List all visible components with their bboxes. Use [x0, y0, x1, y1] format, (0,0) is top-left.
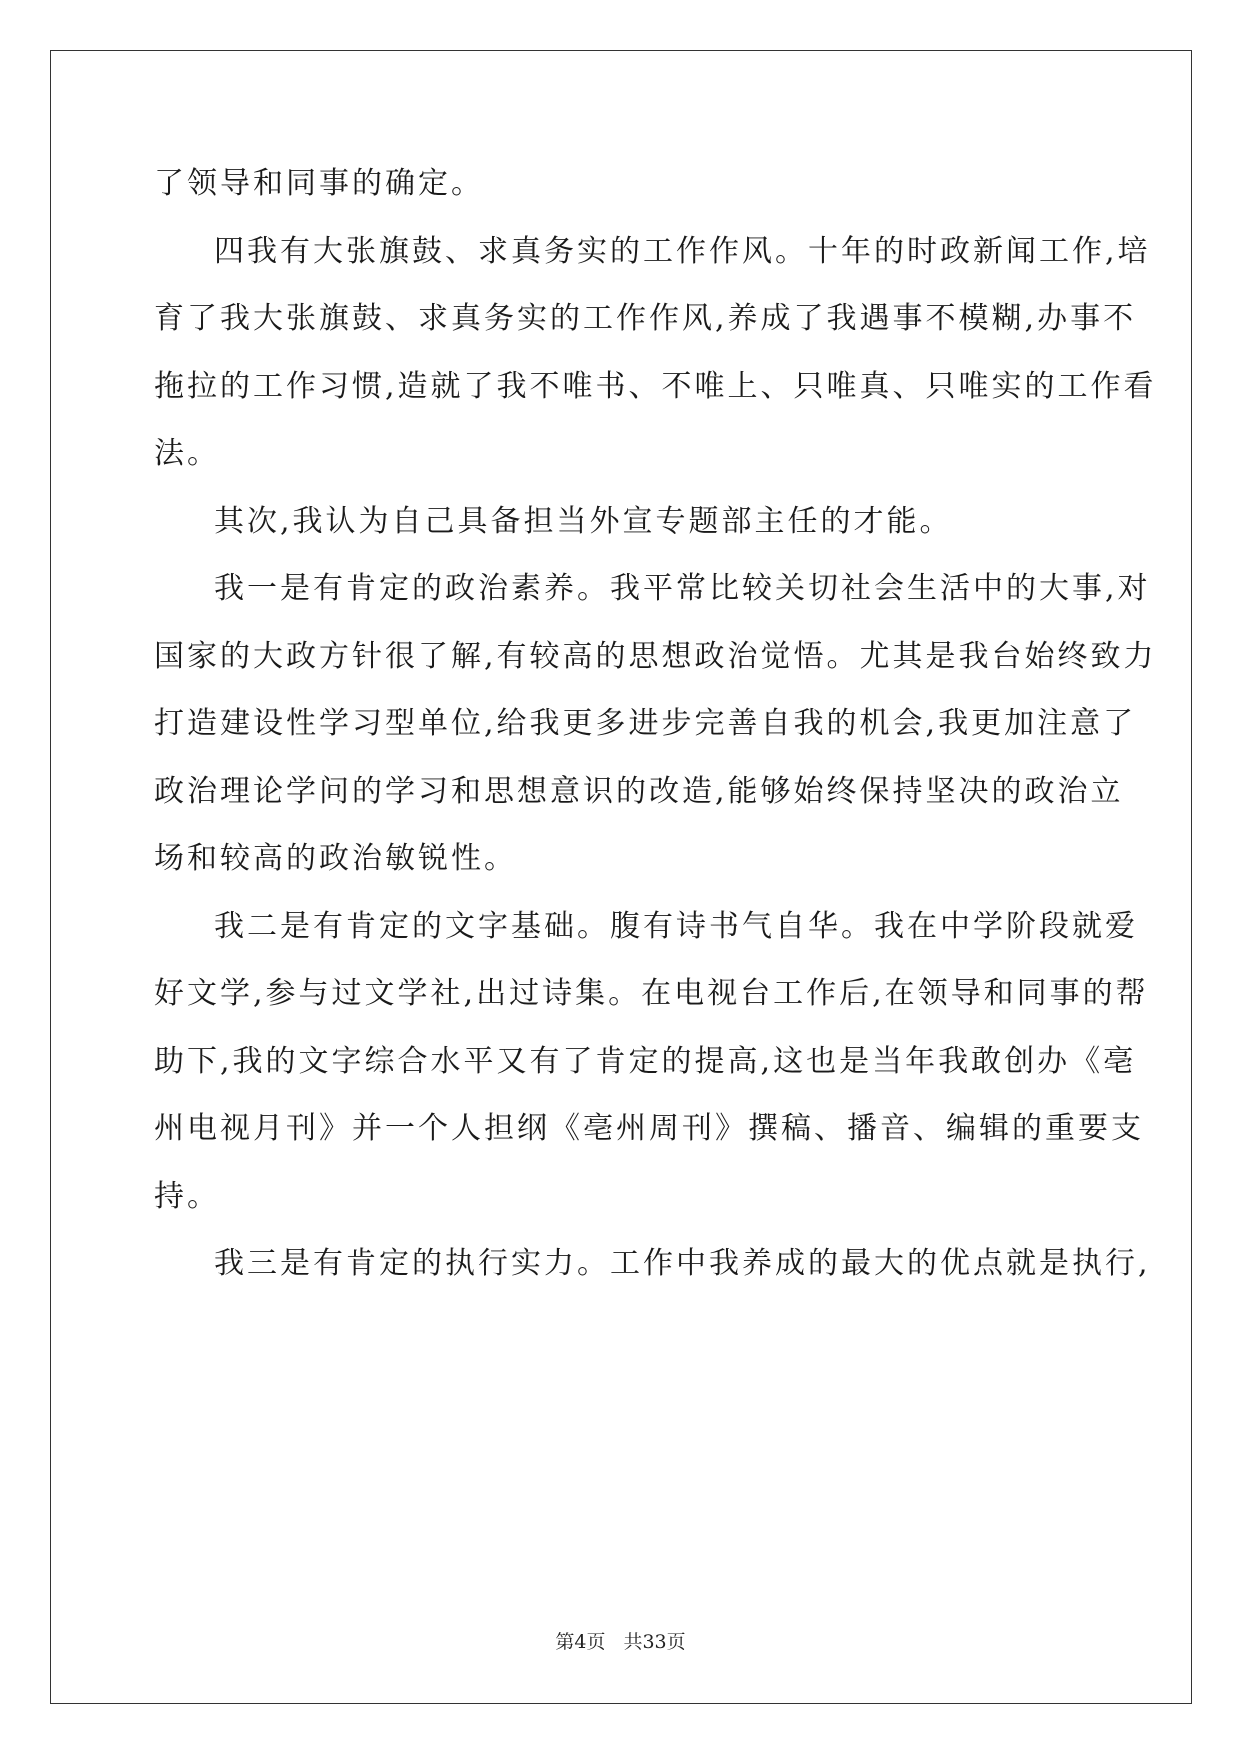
text-line: 助下,我的文字综合水平又有了肯定的提高,这也是当年我敢创办《亳: [154, 1043, 1137, 1079]
text-line: 场和较高的政治敏锐性。: [154, 841, 517, 876]
text-line: 政治理论学问的学习和思想意识的改造,能够始终保持坚决的政治立: [154, 773, 1124, 809]
text-line: 四我有大张旗鼓、求真务实的工作作风。十年的时政新闻工作,培: [214, 233, 1151, 269]
text-line: 拖拉的工作习惯,造就了我不唯书、不唯上、只唯真、只唯实的工作看: [154, 368, 1157, 404]
text-line: 我二是有肯定的文字基础。腹有诗书气自华。我在中学阶段就爱: [214, 908, 1138, 944]
text-line: 打造建设性学习型单位,给我更多进步完善自我的机会,我更加注意了: [154, 706, 1137, 741]
page-footer: [0, 1627, 1241, 1654]
text-line: 好文学,参与过文学社,出过诗集。在电视台工作后,在领导和同事的帮: [154, 976, 1149, 1011]
text-line: 其次,我认为自己具备担当外宣专题部主任的才能。: [214, 503, 953, 539]
text-line: 持。: [154, 1178, 220, 1214]
text-line: 州电视月刊》并一个人担纲《亳州周刊》撰稿、播音、编辑的重要支: [154, 1111, 1144, 1146]
text-line: 法。: [154, 436, 220, 471]
text-line: 国家的大政方针很了解,有较高的思想政治觉悟。尤其是我台始终致力: [154, 638, 1157, 674]
page-number: 第4页: [555, 1631, 606, 1653]
text-line: 育了我大张旗鼓、求真务实的工作作风,养成了我遇事不模糊,办事不: [154, 301, 1137, 336]
page-total: 共33页: [623, 1631, 686, 1653]
text-line: 我一是有肯定的政治素养。我平常比较关切社会生活中的大事,对: [214, 571, 1151, 606]
document-body: [154, 156, 1157, 1304]
text-line: 了领导和同事的确定。: [154, 166, 484, 201]
text-line: 我三是有肯定的执行实力。工作中我养成的最大的优点就是执行,: [214, 1246, 1151, 1281]
